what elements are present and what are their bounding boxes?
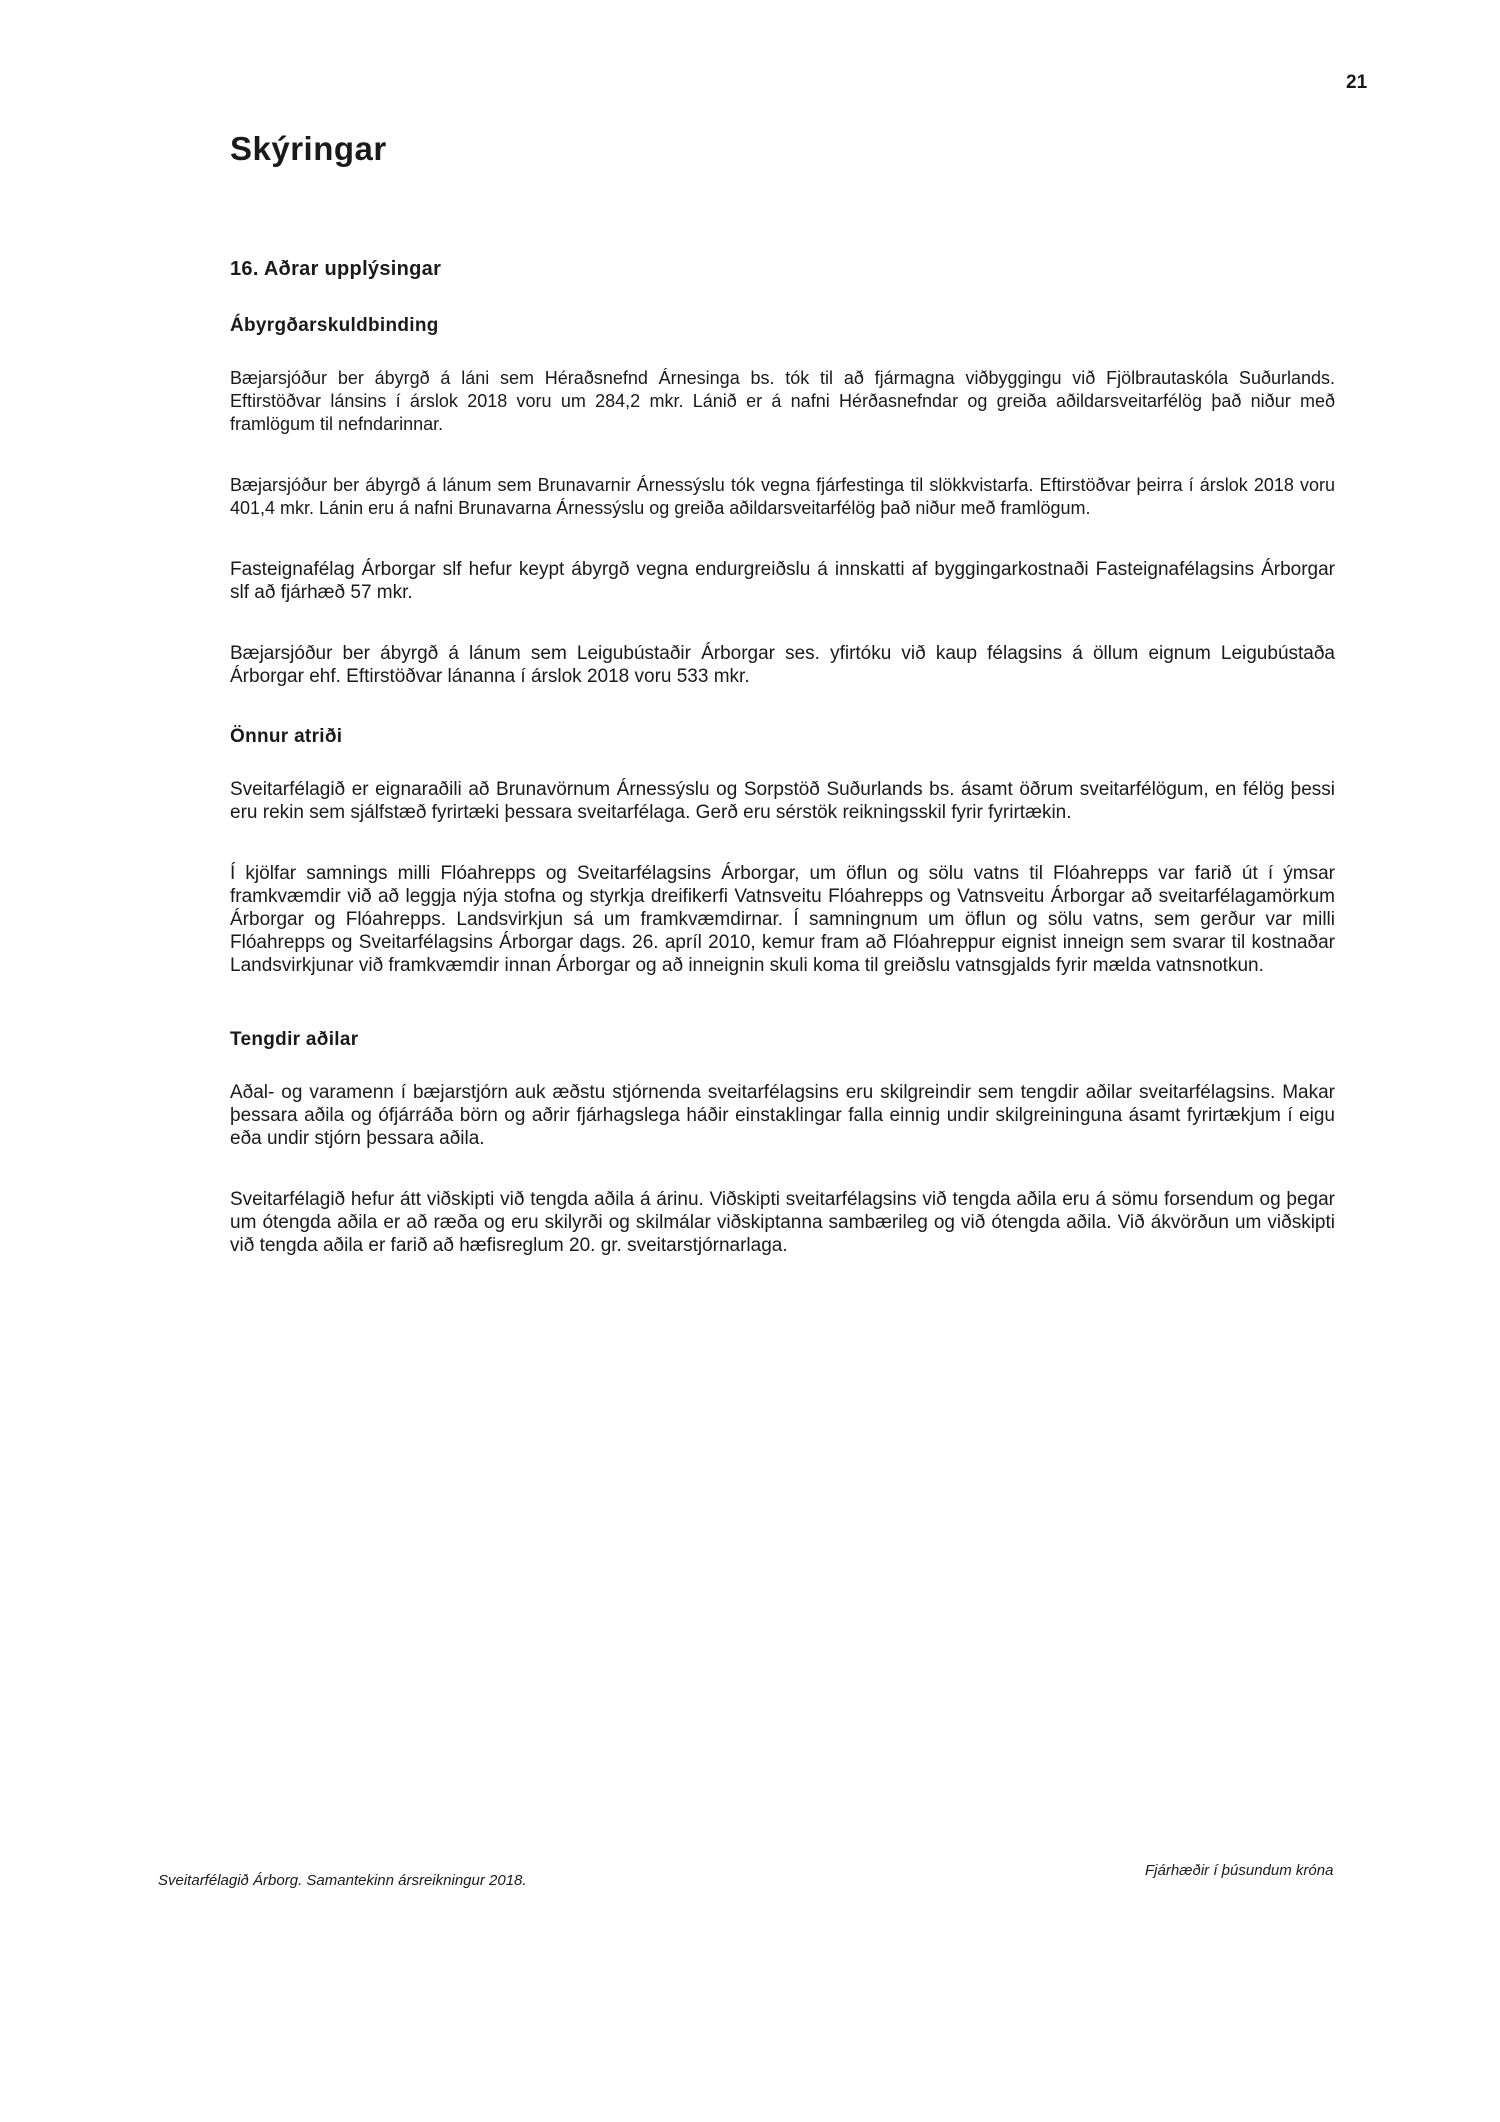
page-number: 21 xyxy=(1346,72,1368,93)
other-paragraph: Sveitarfélagið er eignaraðili að Brunavörnum Árnessýslu og Sorpstöð Suðurlands bs. ásamt öðrum sveitarfélögum, en félög þessi eru rekin sem sjálfstæð fyrirtæki þessara sveitarfélaga. Gerð eru sérstök reikningsskil fyrir fyrirtækin. xyxy=(230,779,1335,823)
guarantees-heading: Ábyrgðarskuldbinding xyxy=(230,315,439,336)
other-heading: Önnur atriði xyxy=(230,726,343,747)
guarantee-paragraph: Fasteignafélag Árborgar slf hefur keypt ábyrgð vegna endurgreiðslu á innskatti af byggingarkostnaði Fasteignafélagsins Árborgar slf að fjárhæð 57 mkr. xyxy=(230,559,1335,603)
footer-amount-note: Fjárhæðir í þúsundum króna xyxy=(1145,1862,1334,1879)
guarantee-paragraph: Bæjarsjóður ber ábyrgð á lánum sem Leigubústaðir Árborgar ses. yfirtóku við kaup félagsins á öllum eignum Leigubústaða Árborgar ehf. Eftirstöðvar lánanna í árslok 2018 voru 533 mkr. xyxy=(230,643,1335,687)
guarantee-paragraph: Bæjarsjóður ber ábyrgð á láni sem Héraðsnefnd Árnesinga bs. tók til að fjármagna viðbyggingu við Fjölbrautaskóla Suðurlands. Eftirstöðvar lánsins í árslok 2018 voru um 284,2 mkr. Lánið er á nafni Hérðasnefndar og greiða aðildarsveitarfélög það niður með framlögum til nefndarinnar. xyxy=(230,368,1335,434)
footer-document-title: Sveitarfélagið Árborg. Samantekinn ársreikningur 2018. xyxy=(158,1872,527,1889)
section-heading: 16. Aðrar upplýsingar xyxy=(230,258,442,280)
related-heading: Tengdir aðilar xyxy=(230,1029,359,1050)
related-paragraph: Aðal- og varamenn í bæjarstjórn auk æðstu stjórnenda sveitarfélagsins eru skilgreindir sem tengdir aðilar sveitarfélagsins. Makar þessara aðila og ófjárráða börn og aðrir fjárhagslega háðir einstaklingar falla einnig undir skilgreininguna ásamt fyrirtækjum í eigu eða undir stjórn þessara aðila. xyxy=(230,1082,1335,1149)
other-paragraph: Í kjölfar samnings milli Flóahrepps og Sveitarfélagsins Árborgar, um öflun og sölu vatns til Flóahrepps var farið út í ýmsar framkvæmdir við að leggja nýja stofna og styrkja dreifikerfi Vatnsveitu Flóahrepps og Vatnsveitu Árborgar að sveitarfélagamörkum Árborgar og Flóahrepps. Landsvirkjun sá um framkvæmdirnar. Í samningnum um öflun og sölu vatns, sem gerður var milli Flóahrepps og Sveitarfélagsins Árborgar dags. 26. apríl 2010, kemur fram að Flóahreppur eignist inneign sem svarar til kostnaðar Landsvirkjunar við framkvæmdir innan Árborgar og að inneignin skuli koma til greiðslu vatnsgjalds fyrir mælda vatnsnotkun. xyxy=(230,863,1335,976)
related-paragraph: Sveitarfélagið hefur átt viðskipti við tengda aðila á árinu. Viðskipti sveitarfélagsins við tengda aðila eru á sömu forsendum og þegar um ótengda aðila er að ræða og eru skilyrði og skilmálar viðskiptanna sambærileg og við ótengda aðila. Við ákvörðun um viðskipti við tengda aðila er farið að hæfisreglum 20. gr. sveitarstjórnarlaga. xyxy=(230,1189,1335,1256)
document-body xyxy=(230,258,1335,1295)
page-title: Skýringar xyxy=(230,130,387,167)
guarantee-paragraph: Bæjarsjóður ber ábyrgð á lánum sem Brunavarnir Árnessýslu tók vegna fjárfestinga til slökkvistarfa. Eftirstöðvar þeirra í árslok 2018 voru 401,4 mkr. Lánin eru á nafni Brunavarna Árnessýslu og greiða aðildarsveitarfélög það niður með framlögum. xyxy=(230,475,1335,518)
